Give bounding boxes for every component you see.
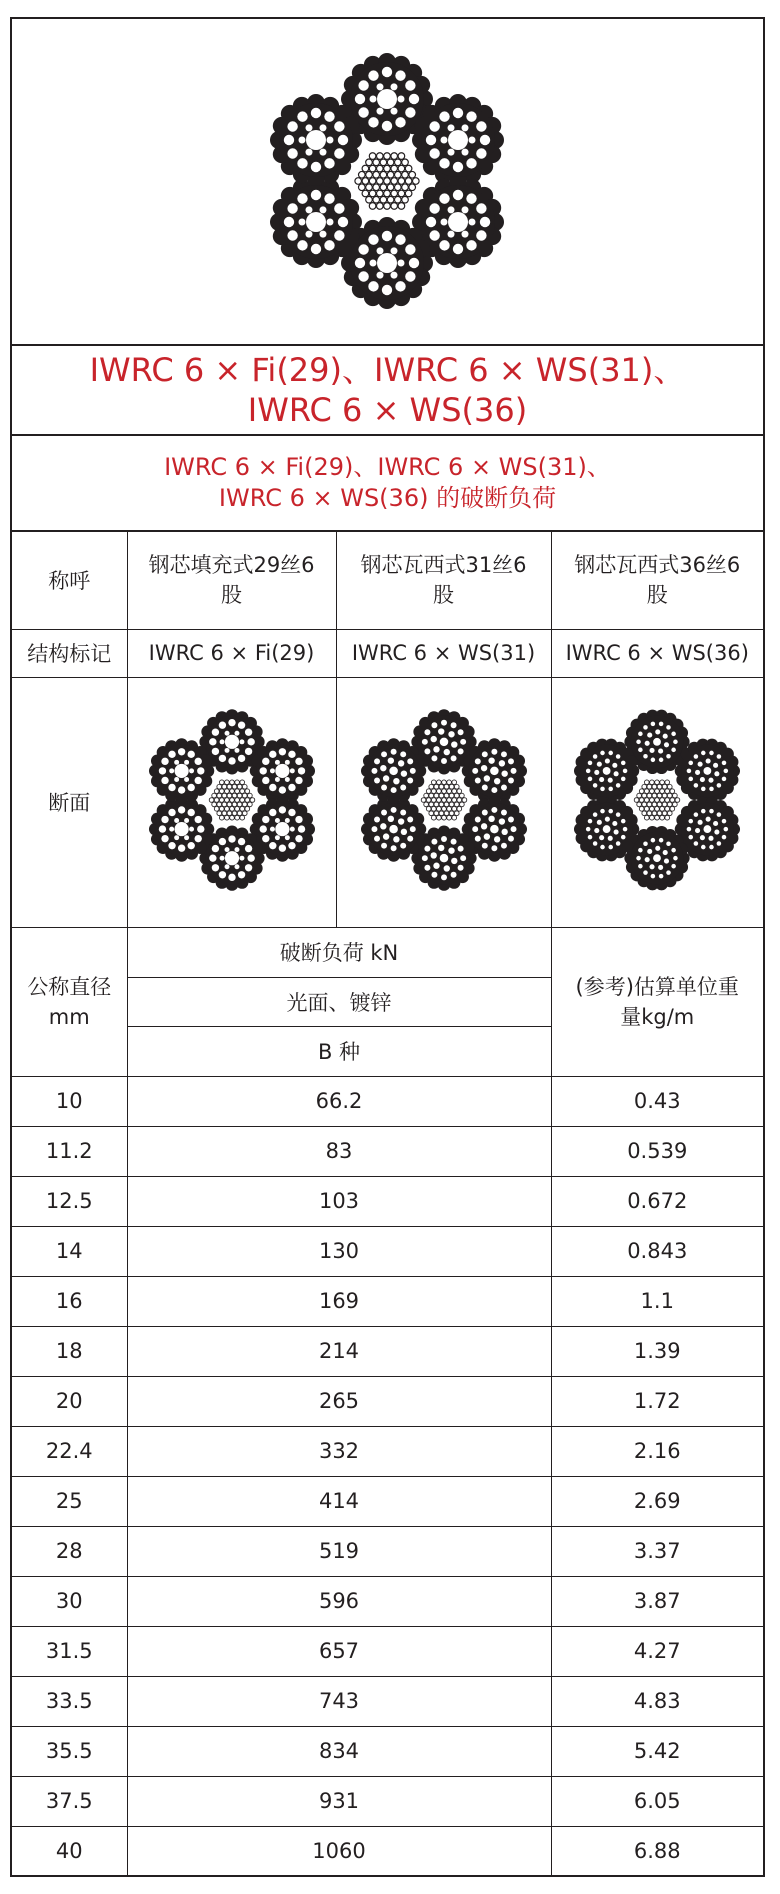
diameter-cell: 16 (12, 1276, 127, 1326)
table-row (12, 1276, 763, 1326)
diameter-cell: 18 (12, 1326, 127, 1376)
weight-cell: 6.88 (551, 1826, 763, 1876)
weight-cell: 2.69 (551, 1476, 763, 1526)
diameter-cell: 25 (12, 1476, 127, 1526)
section-cell-3 (551, 677, 763, 927)
diameter-cell: 30 (12, 1576, 127, 1626)
weight-cell: 1.72 (551, 1376, 763, 1426)
weight-cell: 5.42 (551, 1726, 763, 1776)
load-cell: 83 (127, 1126, 551, 1176)
table-row (12, 1176, 763, 1226)
load-cell: 657 (127, 1626, 551, 1676)
diameter-cell: 20 (12, 1376, 127, 1426)
diameter-cell: 22.4 (12, 1426, 127, 1476)
diameter-cell: 11.2 (12, 1126, 127, 1176)
load-cell: 130 (127, 1226, 551, 1276)
table-row (12, 1476, 763, 1526)
load-cell: 66.2 (127, 1076, 551, 1126)
header-row-1 (12, 927, 763, 977)
name-cell-3: 钢芯瓦西式36丝6 股 (551, 532, 763, 629)
rope-cross-section-icon (267, 33, 507, 329)
weight-cell: 4.83 (551, 1676, 763, 1726)
table-row (12, 1126, 763, 1176)
spec-sheet (10, 17, 765, 1877)
finish-header: 光面、镀锌 (127, 977, 551, 1026)
table-row (12, 1426, 763, 1476)
load-cell: 265 (127, 1376, 551, 1426)
table-row (12, 1776, 763, 1826)
structure-cell-2: IWRC 6 × WS(31) (336, 629, 551, 677)
diameter-cell: 35.5 (12, 1726, 127, 1776)
load-cell: 519 (127, 1526, 551, 1576)
table-row (12, 1826, 763, 1876)
structure-cell-1: IWRC 6 × Fi(29) (127, 629, 336, 677)
diameter-cell: 37.5 (12, 1776, 127, 1826)
breaking-load-table (12, 532, 763, 1876)
hero-cross-section (12, 19, 763, 346)
diameter-cell: 12.5 (12, 1176, 127, 1226)
page-subtitle: IWRC 6 × Fi(29)、IWRC 6 × WS(31)、 IWRC 6 × WS(36) 的破断负荷 (12, 436, 763, 532)
load-cell: 169 (127, 1276, 551, 1326)
structure-row (12, 629, 763, 677)
table-row (12, 1626, 763, 1676)
load-cell: 743 (127, 1676, 551, 1726)
load-cell: 332 (127, 1426, 551, 1476)
table-row (12, 1226, 763, 1276)
diameter-cell: 28 (12, 1526, 127, 1576)
section-cell-2 (336, 677, 551, 927)
section-label: 断面 (12, 677, 127, 927)
weight-cell: 3.87 (551, 1576, 763, 1626)
weight-cell: 2.16 (551, 1426, 763, 1476)
section-row (12, 677, 763, 927)
load-cell: 1060 (127, 1826, 551, 1876)
diameter-cell: 10 (12, 1076, 127, 1126)
table-row (12, 1376, 763, 1426)
weight-cell: 0.43 (551, 1076, 763, 1126)
table-row (12, 1726, 763, 1776)
name-label: 称呼 (12, 532, 127, 629)
structure-label: 结构标记 (12, 629, 127, 677)
rope-cross-section-icon (567, 695, 747, 905)
weight-header: (参考)估算单位重 量kg/m (551, 927, 763, 1076)
load-header: 破断负荷 kN (127, 927, 551, 977)
load-cell: 214 (127, 1326, 551, 1376)
diameter-cell: 33.5 (12, 1676, 127, 1726)
table-row (12, 1576, 763, 1626)
diameter-cell: 40 (12, 1826, 127, 1876)
table-row (12, 1526, 763, 1576)
structure-cell-3: IWRC 6 × WS(36) (551, 629, 763, 677)
load-cell: 596 (127, 1576, 551, 1626)
table-row (12, 1676, 763, 1726)
load-cell: 931 (127, 1776, 551, 1826)
diameter-cell: 14 (12, 1226, 127, 1276)
weight-cell: 0.672 (551, 1176, 763, 1226)
diameter-cell: 31.5 (12, 1626, 127, 1676)
name-row (12, 532, 763, 629)
grade-header: B 种 (127, 1026, 551, 1076)
diameter-header: 公称直径 mm (12, 927, 127, 1076)
weight-cell: 4.27 (551, 1626, 763, 1676)
section-cell-1 (127, 677, 336, 927)
weight-cell: 3.37 (551, 1526, 763, 1576)
table-row (12, 1076, 763, 1126)
weight-cell: 6.05 (551, 1776, 763, 1826)
weight-cell: 0.843 (551, 1226, 763, 1276)
name-cell-2: 钢芯瓦西式31丝6 股 (336, 532, 551, 629)
weight-cell: 1.1 (551, 1276, 763, 1326)
table-row (12, 1326, 763, 1376)
name-cell-1: 钢芯填充式29丝6 股 (127, 532, 336, 629)
weight-cell: 1.39 (551, 1326, 763, 1376)
rope-cross-section-icon (142, 695, 322, 905)
weight-cell: 0.539 (551, 1126, 763, 1176)
load-cell: 834 (127, 1726, 551, 1776)
rope-cross-section-icon (354, 695, 534, 905)
page-title: IWRC 6 × Fi(29)、IWRC 6 × WS(31)、 IWRC 6 × WS(36) (12, 346, 763, 436)
load-cell: 414 (127, 1476, 551, 1526)
load-cell: 103 (127, 1176, 551, 1226)
